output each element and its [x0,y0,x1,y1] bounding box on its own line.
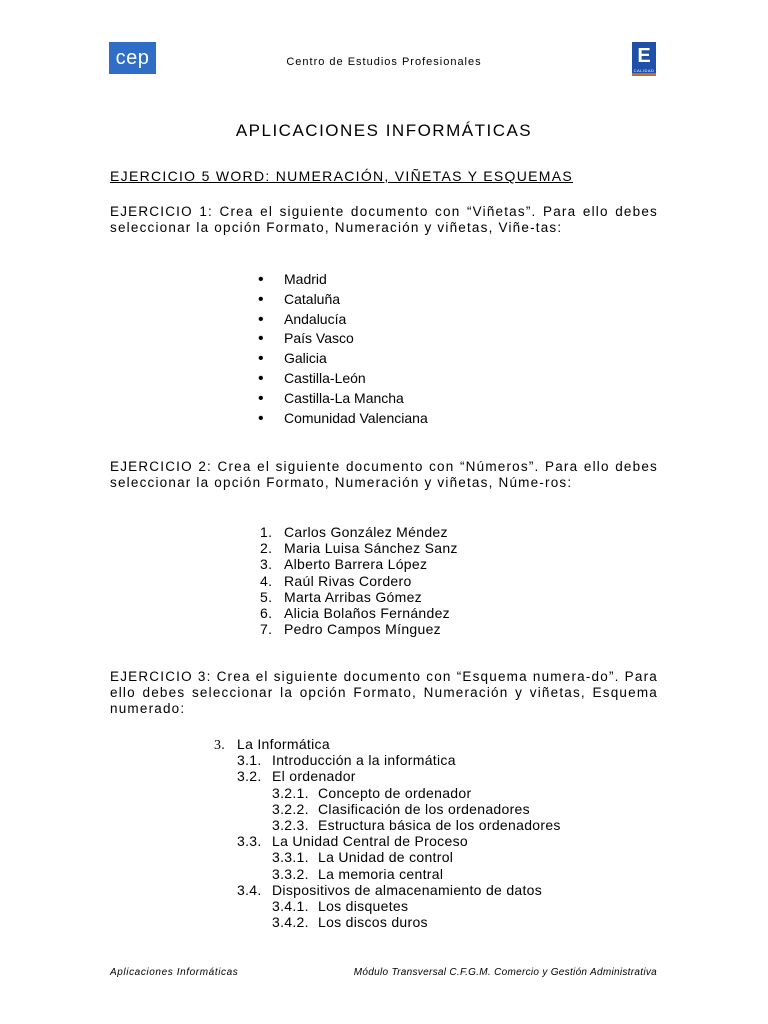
bullet-item: • País Vasco [258,329,428,349]
outline-label: La memoria central [318,865,444,882]
item-number: 4. [260,572,273,589]
outline-number: 3.4.2. [272,914,309,931]
item-label: Alberto Barrera López [284,556,428,573]
item-label: Raúl Rivas Cordero [284,572,412,589]
numbered-item [260,589,458,605]
outline-number: 3.3.2. [272,865,309,882]
bullet-list [258,270,428,428]
outline-label: La Informática [237,736,330,752]
item-label: Maria Luisa Sánchez Sanz [284,540,458,557]
outline-item-level2 [237,833,468,849]
exercise2-instructions: EJERCICIO 2: Crea el siguiente documento con “Números”. Para ello debes seleccionar la opción Formato, Numeración y viñetas, Núme-ros: [110,459,658,490]
outline-number: 3.1. [237,752,262,769]
item-label: Marta Arribas Gómez [284,588,422,605]
outline-label: La Unidad de control [318,849,454,866]
item-number: 5. [260,588,273,605]
outline-item-level3 [272,817,561,833]
bullet-item: • Castilla-León [258,369,428,389]
numbered-list [260,524,458,637]
outline-label: El ordenador [272,768,356,785]
outline-number: 3. [214,738,226,753]
outline-number: 3.3.1. [272,849,309,866]
outline-item-level3 [272,866,443,882]
numbered-item [260,605,458,621]
bullet-item: • Castilla-La Mancha [258,389,428,409]
document-title: APLICACIONES INFORMÁTICAS [235,121,533,140]
exercise1-instructions: EJERCICIO 1: Crea el siguiente documento con “Viñetas”. Para ello debes seleccionar la opción Formato, Numeración y viñetas, Viñe-tas: [110,204,658,235]
outline-label: Dispositivos de almacenamiento de datos [272,881,543,898]
outline-item-level3 [272,914,428,930]
numbered-item [260,524,458,540]
bullet-item: • Madrid [258,270,428,290]
item-number: 6. [260,604,273,621]
footer-left: Aplicaciones Informáticas [110,967,239,978]
quality-logo-caption: CALIDAD [633,68,655,73]
bullet-item: • Galicia [258,349,428,369]
exercise3-instructions: EJERCICIO 3: Crea el siguiente documento con “Esquema numera-do”. Para ello debes seleccionar la opción Formato, Numeración y viñetas, Esquema numerado: [110,669,658,716]
outline-item-level3 [272,898,408,914]
numbered-item [260,540,458,556]
outline-item-level2 [237,768,356,784]
quality-logo-letter: E [637,45,651,67]
outline-label: Los discos duros [318,914,428,931]
outline-number: 3.2. [237,768,262,785]
outline-number: 3.2.3. [272,817,309,833]
outline-item-level3 [272,849,453,865]
outline-number: 3.2.2. [272,800,309,817]
outline-label: Introducción a la informática [272,752,456,769]
outline-number: 3.4. [237,881,262,898]
outline-number: 3.3. [237,833,262,850]
outline-item-level1 [214,736,330,752]
numbered-item [260,573,458,589]
item-number: 7. [260,621,273,638]
outline-number: 3.4.1. [272,898,309,914]
item-number: 2. [260,540,273,557]
numbered-item [260,621,458,637]
outline-item-level3 [272,801,530,817]
item-label: Alicia Bolaños Fernández [284,604,450,621]
numbered-item [260,556,458,572]
item-number: 3. [260,556,273,573]
item-number: 1. [260,524,273,540]
footer-right: Módulo Transversal C.F.G.M. Comercio y Gestión Administrativa [353,967,657,978]
outline-label: Concepto de ordenador [318,784,472,801]
quality-logo [632,42,656,76]
cep-logo: cep [109,42,156,74]
bullet-item: • Comunidad Valenciana [258,409,428,429]
item-label: Carlos González Méndez [284,524,448,540]
bullet-item: • Cataluña [258,290,428,310]
quality-logo-stripe [632,73,656,76]
outline-item-level2 [237,752,456,768]
outline-item-level2 [237,882,542,898]
outline-item-level3 [272,785,471,801]
outline-number: 3.2.1. [272,784,309,801]
outline-label: Los disquetes [318,898,409,914]
bullet-item: • Andalucía [258,310,428,330]
header-center-text: Centro de Estudios Profesionales [286,56,482,68]
item-label: Pedro Campos Mínguez [284,621,441,638]
outline-label: La Unidad Central de Proceso [272,833,468,850]
outline-label: Clasificación de los ordenadores [318,800,530,817]
outline-label: Estructura básica de los ordenadores [318,817,561,833]
exercise-heading: EJERCICIO 5 WORD: NUMERACIÓN, VIÑETAS Y ESQUEMAS [110,168,574,184]
